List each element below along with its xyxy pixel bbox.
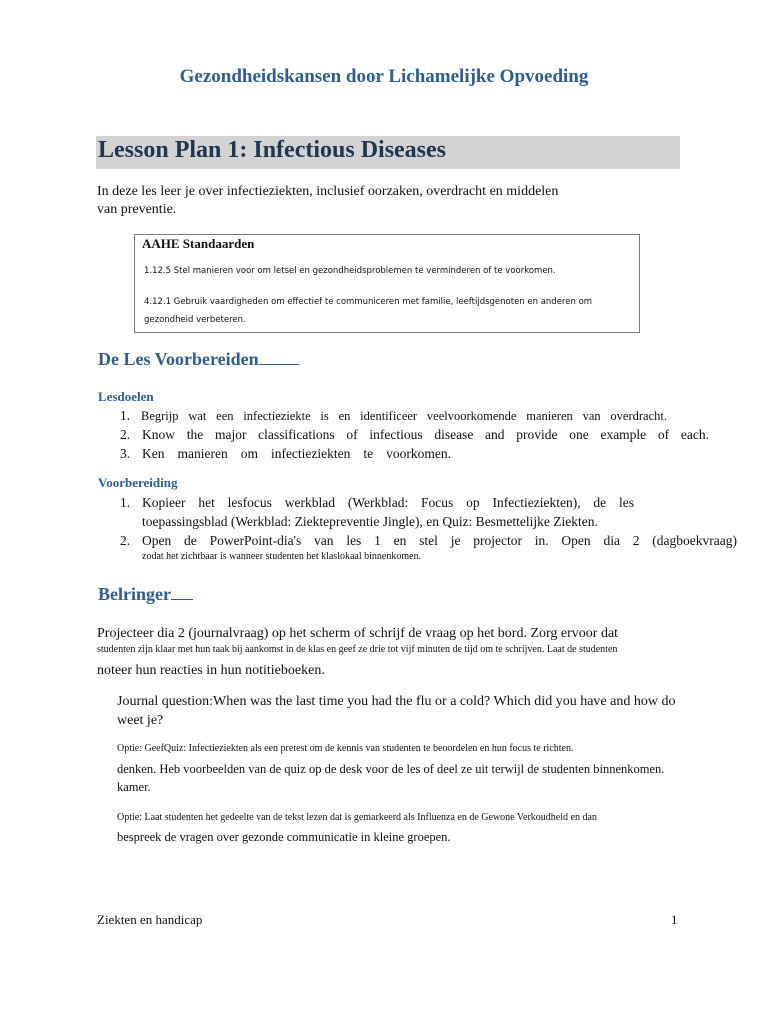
- option-note: bespreek de vragen over gezonde communicatie in kleine groepen.: [117, 830, 451, 844]
- option-note: denken. Heb voorbeelden van de quiz op de desk voor de les of deel ze uit terwijl de studenten binnenkomen.: [117, 762, 665, 776]
- lesson-title: Lesson Plan 1: Infectious Diseases: [98, 137, 447, 163]
- paragraph: Projecteer dia 2 (journalvraag) op het scherm of schrijf de vraag op het bord. Zorg ervoor dat: [97, 626, 619, 641]
- list-number: 2.: [120, 427, 131, 442]
- option-note: kamer.: [117, 780, 151, 794]
- intro-paragraph: In deze les leer je over infectieziekten, inclusief oorzaken, overdracht en middelen van preventie.: [97, 184, 559, 217]
- option-note: Optie: Laat studenten het gedeelte van de tekst lezen dat is gemarkeerd als Influenza en de Gewone Verkoudheid en dan: [117, 812, 597, 823]
- list-item: [120, 407, 667, 425]
- preparation-heading: Voorbereiding: [98, 475, 178, 490]
- goals-heading: Lesdoelen: [98, 389, 154, 404]
- list-text: Know the major classifications of infectious disease and provide one example of each.: [142, 427, 709, 442]
- footer-title: Ziekten en handicap: [97, 912, 203, 927]
- list-number: 3.: [120, 446, 131, 461]
- list-text-continued: toepassingsblad (Werkblad: Ziektepreventie Jingle), en Quiz: Besmettelijke Ziekten.: [142, 514, 598, 529]
- page-number: 1: [671, 912, 678, 927]
- standard-item: gezondheid verbeteren.: [144, 315, 246, 325]
- heading-underline: [259, 350, 299, 365]
- list-number: 1.: [120, 495, 131, 510]
- option-note: Optie: GeefQuiz: Infectieziekten als een pretest om de kennis van studenten te beoordelen en hun focus te richten.: [117, 743, 574, 754]
- section-heading-prep: De Les Voorbereiden: [98, 349, 299, 370]
- list-text: Ken manieren om infectieziekten te voorkomen.: [142, 446, 451, 461]
- paragraph: noteer hun reacties in hun notitieboeken.: [97, 663, 325, 678]
- paragraph: studenten zijn klaar met hun taak bij aankomst in de klas en geef ze drie tot vijf minuten de tijd om te schrijven. Laat de studenten: [97, 644, 618, 655]
- list-item: [120, 494, 634, 512]
- list-item: [120, 445, 451, 463]
- list-text-continued: zodat het zichtbaar is wanneer studenten het klaslokaal binnenkomen.: [142, 551, 422, 562]
- list-number: 1.: [120, 408, 131, 423]
- heading-underline: [171, 585, 193, 600]
- list-number: 2.: [120, 533, 131, 548]
- list-text: Open de PowerPoint-dia's van les 1 en stel je projector in. Open dia 2 (dagboekvraag): [142, 533, 737, 548]
- standard-item: 4.12.1 Gebruik vaardigheden om effectief te communiceren met familie, leeftijdsgenoten en anderen om: [144, 297, 593, 307]
- journal-question: Journal question:When was the last time you had the flu or a cold? Which did you have and how do: [117, 694, 676, 709]
- list-text: Begrijp wat een infectieziekte is en identificeer veelvoorkomende manieren van overdracht.: [141, 409, 667, 423]
- document-header: Gezondheidskansen door Lichamelijke Opvoeding: [179, 66, 589, 87]
- list-text: Kopieer het lesfocus werkblad (Werkblad: Focus op Infectieziekten), de les: [142, 495, 634, 510]
- list-item: [120, 532, 737, 550]
- section-heading-belringer: Belringer: [98, 584, 193, 605]
- journal-question: weet je?: [117, 713, 164, 728]
- standards-title: AAHE Standaarden: [142, 236, 255, 251]
- standard-item: 1.12.5 Stel manieren voor om letsel en gezondheidsproblemen te verminderen of te voorkomen.: [144, 266, 556, 276]
- list-item: [120, 426, 709, 444]
